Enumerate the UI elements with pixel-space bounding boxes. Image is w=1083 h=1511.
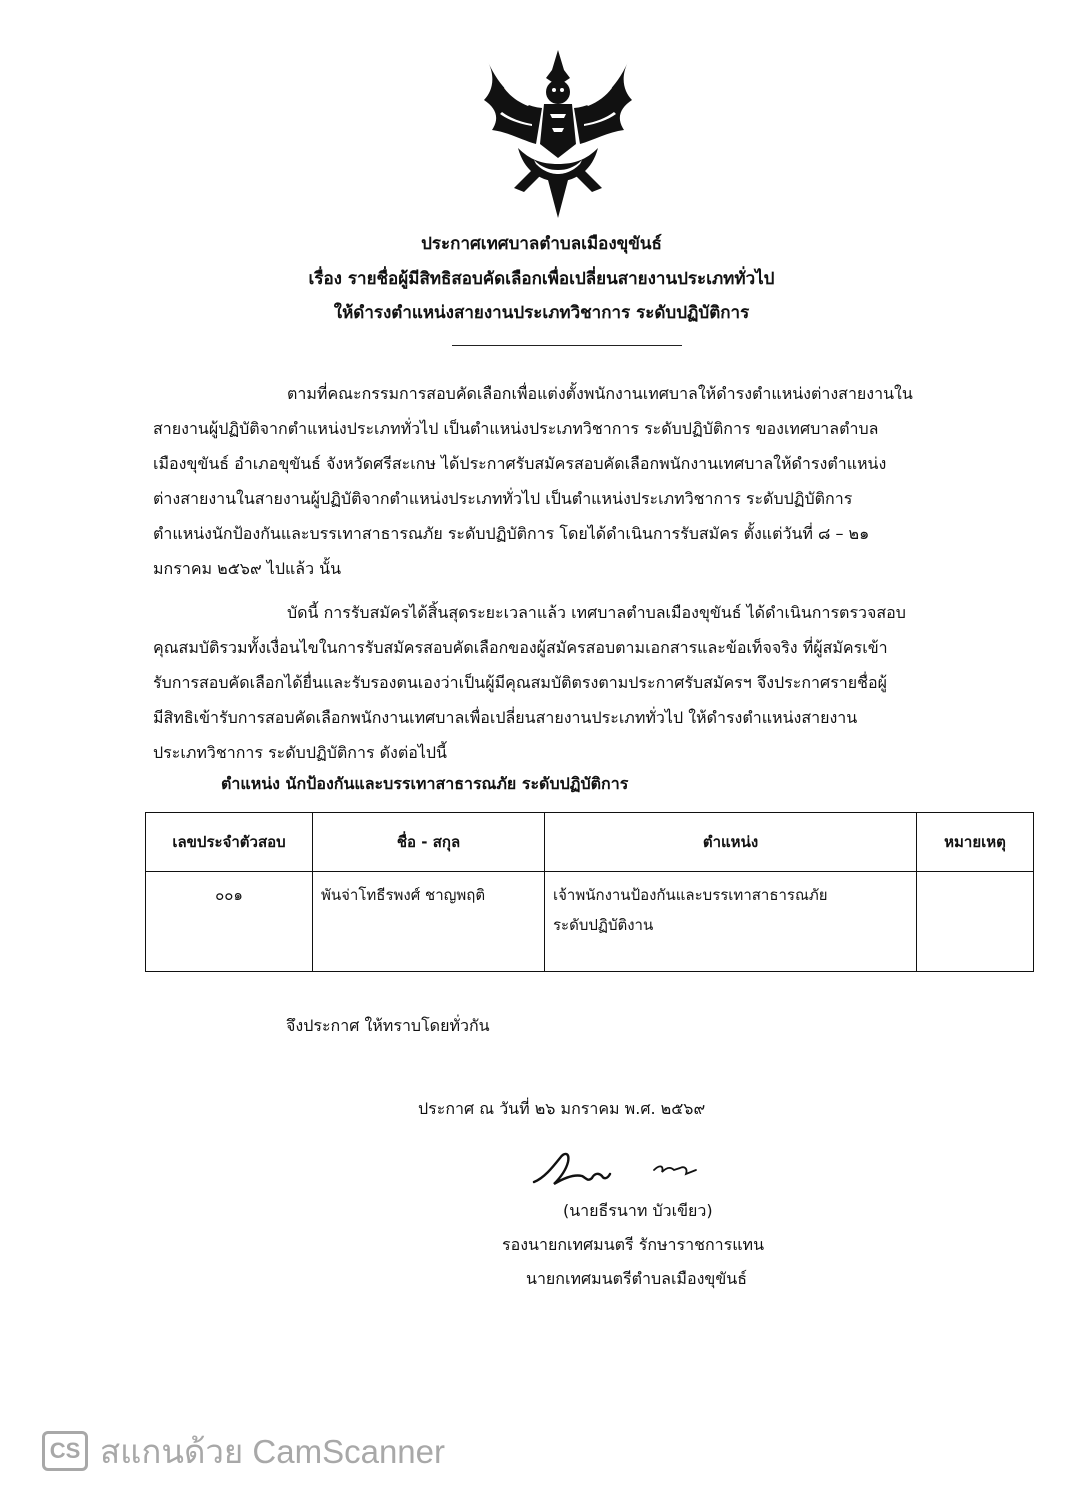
announcement-subject-line2: ให้ดำรงตำแหน่งสายงานประเภทวิชาการ ระดับปฏิบัติการ <box>333 303 750 323</box>
cell-position-line2: ระดับปฏิบัติงาน <box>553 916 654 934</box>
header-position: ตำแหน่ง <box>545 813 917 872</box>
para2-line3: รับการสอบคัดเลือกได้ยื่นและรับรองตนเองว่าเป็นผู้มีคุณสมบัติตรงตามประกาศรับสมัครฯ จึงประกาศรายชื่อผู้ <box>153 673 887 692</box>
candidate-table <box>145 812 1034 972</box>
para1-line3: เมืองขุขันธ์ อำเภอขุขันธ์ จังหวัดศรีสะเกษ ได้ประกาศรับสมัครสอบคัดเลือกพนักงานเทศบาลให้ดำรงตำแหน่ง <box>153 454 887 473</box>
garuda-emblem-icon <box>478 48 638 220</box>
para2-line1: บัดนี้ การรับสมัครได้สิ้นสุดระยะเวลาแล้ว เทศบาลตำบลเมืองขุขันธ์ ได้ดำเนินการตรวจสอบ <box>287 603 906 622</box>
signer-title-2: นายกเทศมนตรีตำบลเมืองขุขันธ์ <box>526 1269 747 1288</box>
header-exam-id: เลขประจำตัวสอบ <box>146 813 313 872</box>
camscanner-logo-icon: CS <box>42 1431 88 1471</box>
cell-name: พันจ่าโทธีรพงศ์ ชาญพฤติ <box>313 872 545 972</box>
signer-title: รองนายกเทศมนตรี รักษาราชการแทน <box>502 1235 765 1254</box>
para1-line4: ต่างสายงานในสายงานผู้ปฏิบัติจากตำแหน่งประเภททั่วไป เป็นตำแหน่งประเภทวิชาการ ระดับปฏิบัติการ <box>153 489 853 508</box>
signature-icon <box>530 1148 730 1190</box>
para2-line5: ประเภทวิชาการ ระดับปฏิบัติการ ดังต่อไปนี้ <box>153 743 447 762</box>
signer-name: (นายธีรนาท บัวเขียว) <box>563 1201 713 1220</box>
header-remark: หมายเหตุ <box>917 813 1034 872</box>
cell-exam-id: ๐๐๑ <box>146 872 313 972</box>
announcement-subject: เรื่อง รายชื่อผู้มีสิทธิสอบคัดเลือกเพื่อเปลี่ยนสายงานประเภททั่วไป <box>308 269 775 289</box>
para1-line2: สายงานผู้ปฏิบัติจากตำแหน่งประเภททั่วไป เป็นตำแหน่งประเภทวิชาการ ระดับปฏิบัติการ ของเทศบาลตำบล <box>153 419 879 438</box>
announcement-date: ประกาศ ณ วันที่ ๒๖ มกราคม พ.ศ. ๒๕๖๙ <box>418 1099 706 1118</box>
table-row <box>146 872 1034 972</box>
para1-line6: มกราคม ๒๕๖๙ ไปแล้ว นั้น <box>153 559 342 578</box>
para1-line5: ตำแหน่งนักป้องกันและบรรเทาสาธารณภัย ระดับปฏิบัติการ โดยได้ดำเนินการรับสมัคร ตั้งแต่วันที่ ๘ – ๒๑ <box>153 524 870 543</box>
header-name: ชื่อ - สกุล <box>313 813 545 872</box>
title-divider <box>452 345 682 346</box>
para2-line4: มีสิทธิเข้ารับการสอบคัดเลือกพนักงานเทศบาลเพื่อเปลี่ยนสายงานประเภททั่วไป ให้ดำรงตำแหน่งสายงาน <box>153 708 858 727</box>
para2-line2: คุณสมบัติรวมทั้งเงื่อนไขในการรับสมัครสอบคัดเลือกของผู้สมัครสอบตามเอกสารและข้อเท็จจริง ที่ผู้สมัครเข้า <box>153 638 888 657</box>
para1-line1: ตามที่คณะกรรมการสอบคัดเลือกเพื่อแต่งตั้งพนักงานเทศบาลให้ดำรงตำแหน่งต่างสายงานใน <box>287 384 913 403</box>
position-heading: ตำแหน่ง นักป้องกันและบรรเทาสาธารณภัย ระดับปฏิบัติการ <box>221 774 629 793</box>
closing-announce: จึงประกาศ ให้ทราบโดยทั่วกัน <box>286 1016 490 1035</box>
camscanner-text: สแกนด้วย CamScanner <box>100 1432 446 1470</box>
cell-position-line1: เจ้าพนักงานป้องกันและบรรเทาสาธารณภัย <box>553 886 828 904</box>
cell-position <box>545 872 917 972</box>
table-header-row <box>146 813 1034 872</box>
announcement-title: ประกาศเทศบาลตำบลเมืองขุขันธ์ <box>421 234 662 254</box>
camscanner-watermark <box>42 1427 445 1475</box>
cell-remark <box>917 872 1034 972</box>
